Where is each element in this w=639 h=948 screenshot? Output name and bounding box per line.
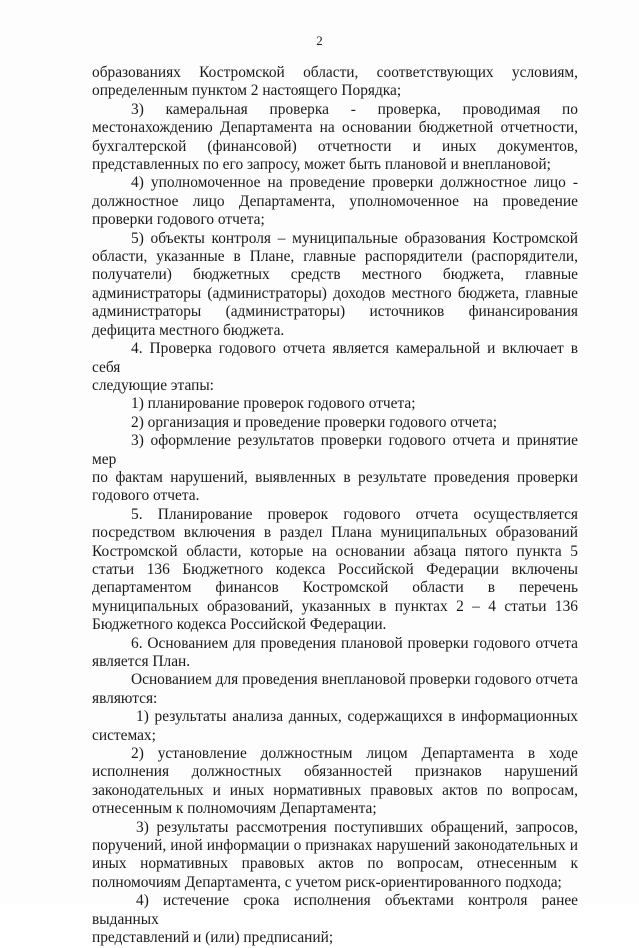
paragraph — [92, 174, 578, 229]
paragraph-text: поручений, иной информации о признаках нарушений законодательных и иных нормативных правовых актов по вопросам, отнесенным к полномочиям Департамента, с учетом риск-ориентированного подхода; — [92, 837, 578, 891]
paragraph-line: 2) организация и проведение проверки годового отчета; — [131, 413, 498, 431]
paragraph — [92, 432, 578, 506]
paragraph-line: 6. Основанием для проведения плановой проверки годового отчета — [131, 634, 578, 652]
paragraph-text: следующие этапы: — [92, 376, 214, 394]
paragraph-line: 4. Проверка годового отчета является камеральной и включает в себя — [92, 340, 578, 376]
paragraph-text: исполнения должностных обязанностей признаков нарушений законодательных и иных нормативных правовых актов по вопросам, отнесенным к полномочиям Департамента; — [92, 763, 578, 818]
paragraph — [92, 395, 578, 413]
paragraph-line: 1) планирование проверок годового отчета; — [131, 395, 416, 413]
paragraph-line: 2) установление должностным лицом Департамента в ходе — [131, 745, 578, 763]
paragraph — [92, 745, 578, 819]
paragraph — [92, 414, 578, 432]
paragraph-text: являются: — [92, 689, 158, 707]
paragraph — [92, 230, 578, 340]
paragraph — [92, 708, 578, 745]
paragraph — [92, 819, 578, 893]
paragraph — [92, 671, 578, 708]
paragraph-line: 4) уполномоченное на проведение проверки должностное лицо - — [131, 174, 578, 192]
paragraph-line: образованиях Костромской области, соответствующих условиям, — [92, 64, 578, 81]
paragraph-text: местонахождению Департамента на основании бюджетной отчетности, бухгалтерской (финансовой) отчетности и иных документов, представленных по его запросу, может быть плановой и внеплановой; — [92, 119, 578, 174]
paragraph-line: 3) результаты рассмотрения поступивших обращений, запросов, — [136, 818, 578, 836]
paragraph — [92, 64, 578, 101]
paragraph-line: 5) объекты контроля – муниципальные образования Костромской — [131, 229, 578, 247]
paragraph — [92, 892, 578, 947]
paragraph — [92, 101, 578, 175]
paragraph-line: Основанием для проведения внеплановой проверки годового отчета — [131, 671, 579, 689]
paragraph-text: определенным пунктом 2 настоящего Порядка; — [92, 82, 402, 100]
paragraph-text: является План. — [92, 653, 191, 670]
page-number: 2 — [316, 33, 323, 48]
document-body — [92, 64, 578, 948]
paragraph-text: по фактам нарушений, выявленных в результате проведения проверки годового отчета. — [92, 468, 578, 505]
paragraph — [92, 506, 578, 635]
paragraph-text: системах; — [92, 726, 156, 744]
paragraph-text: должностное лицо Департамента, уполномоченное на проведение проверки годового отчета; — [92, 192, 578, 229]
paragraph-line: 5. Планирование проверок годового отчета осуществляется — [131, 505, 578, 523]
paragraph — [92, 635, 578, 672]
paragraph-text: представлений и (или) предписаний; — [92, 929, 334, 947]
paragraph-text: посредством включения в раздел Плана муниципальных образований Костромской области, которые на основании абзаца пятого пункта 5 статьи 136 Бюджетного кодекса Российской Федерации включены департаментом финансов Костромской области в перечень муниципальных образований, указанных в пунктах 2 – 4 статьи 136 Бюджетного кодекса Российской Федерации. — [92, 524, 578, 634]
paragraph — [92, 340, 578, 395]
paragraph-line: 4) истечение срока исполнения объектами контроля ранее выданных — [92, 892, 578, 928]
paragraph-line: 1) результаты анализа данных, содержащихся в информационных — [136, 708, 578, 726]
paragraph-text: области, указанные в Плане, главные распорядители (распорядители, получатели) бюджетных средств местного бюджета, главные администраторы (администраторы) доходов местного бюджета, главные администраторы (администраторы) источников финансирования дефицита местного бюджета. — [92, 248, 578, 339]
paragraph-line: 3) камеральная проверка - проверка, проводимая по — [131, 100, 578, 118]
paragraph-line: 3) оформление результатов проверки годового отчета и принятие мер — [92, 432, 578, 468]
